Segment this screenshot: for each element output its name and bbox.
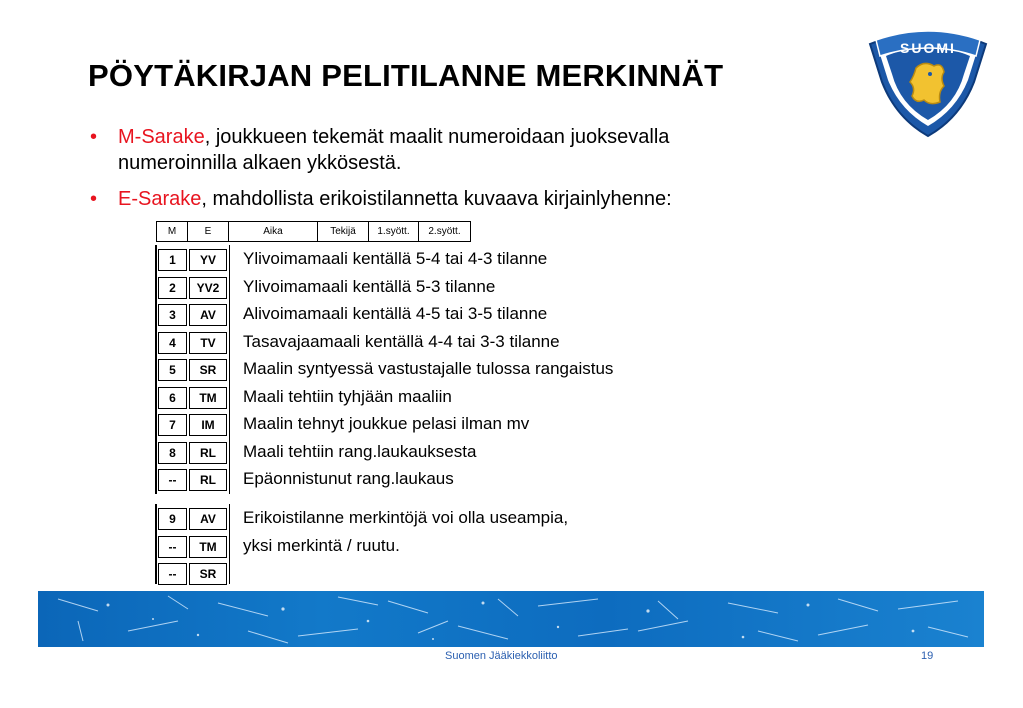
e-cell: SR xyxy=(189,563,227,585)
e-cell: RL xyxy=(189,469,227,491)
footer-page-number: 19 xyxy=(921,650,934,662)
header-e: E xyxy=(188,222,229,241)
code-description: Tasavajaamaali kentällä 4-4 tai 3-3 tilanne xyxy=(243,332,560,351)
e-cell: TM xyxy=(189,387,227,409)
ice-banner xyxy=(38,591,984,647)
header-syott2: 2.syött. xyxy=(428,226,461,237)
code-description: Maali tehtiin rang.laukauksesta xyxy=(243,442,477,461)
m-cell: -- xyxy=(158,536,187,558)
e-cell: RL xyxy=(189,442,227,464)
bullet-text: , joukkueen tekemät maalit numeroidaan juoksevalla xyxy=(204,126,670,148)
svg-text:SUOMI: SUOMI xyxy=(900,40,956,56)
suomi-logo xyxy=(864,26,992,138)
code-description: Epäonnistunut rang.laukaus xyxy=(243,469,454,488)
m-cell: 1 xyxy=(158,249,187,271)
bullet-marker: • xyxy=(90,126,98,148)
code-description: Erikoistilanne merkintöjä voi olla useampia, xyxy=(243,508,569,527)
m-cell: 4 xyxy=(158,332,187,354)
e-cell: IM xyxy=(189,414,227,436)
header-syott1: 1.syött. xyxy=(369,222,419,241)
code-description: Ylivoimamaali kentällä 5-4 tai 4-3 tilanne xyxy=(243,249,548,268)
m-cell: 5 xyxy=(158,359,187,381)
e-cell: TV xyxy=(189,332,227,354)
code-description: Maalin tehnyt joukkue pelasi ilman mv xyxy=(243,414,530,433)
e-cell: TM xyxy=(189,536,227,558)
code-description: Maali tehtiin tyhjään maaliin xyxy=(243,387,452,406)
m-cell: 8 xyxy=(158,442,187,464)
m-cell: -- xyxy=(158,469,187,491)
bullet-text: , mahdollista erikoistilannetta kuvaava kirjainlyhenne: xyxy=(201,188,672,210)
ice-texture xyxy=(38,591,984,647)
bullet-highlight: M-Sarake xyxy=(118,126,205,148)
table-header xyxy=(156,221,471,242)
code-description: Alivoimamaali kentällä 4-5 tai 3-5 tilanne xyxy=(243,304,548,323)
header-aika: Aika xyxy=(229,222,318,241)
m-cell: 3 xyxy=(158,304,187,326)
code-description: Maalin syntyessä vastustajalle tulossa rangaistus xyxy=(243,359,614,378)
bullet-marker: • xyxy=(90,188,98,210)
e-cell: YV xyxy=(189,249,227,271)
page-title: PÖYTÄKIRJAN PELITILANNE MERKINNÄT xyxy=(88,58,724,93)
m-cell: 9 xyxy=(158,508,187,530)
bullet-highlight: E-Sarake xyxy=(118,188,202,210)
m-cell: -- xyxy=(158,563,187,585)
m-cell: 2 xyxy=(158,277,187,299)
e-cell: SR xyxy=(189,359,227,381)
code-description: Ylivoimamaali kentällä 5-3 tilanne xyxy=(243,277,496,296)
e-cell: AV xyxy=(189,304,227,326)
e-cell: AV xyxy=(189,508,227,530)
bullet-text-line2: numeroinnilla alkaen ykkösestä. xyxy=(118,152,402,174)
footer-organization: Suomen Jääkiekkoliitto xyxy=(445,650,558,662)
e-cell: YV2 xyxy=(189,277,227,299)
header-m: M xyxy=(157,222,188,241)
code-description: yksi merkintä / ruutu. xyxy=(243,536,400,555)
m-cell: 7 xyxy=(158,414,187,436)
header-tekija: Tekijä xyxy=(318,222,369,241)
m-cell: 6 xyxy=(158,387,187,409)
